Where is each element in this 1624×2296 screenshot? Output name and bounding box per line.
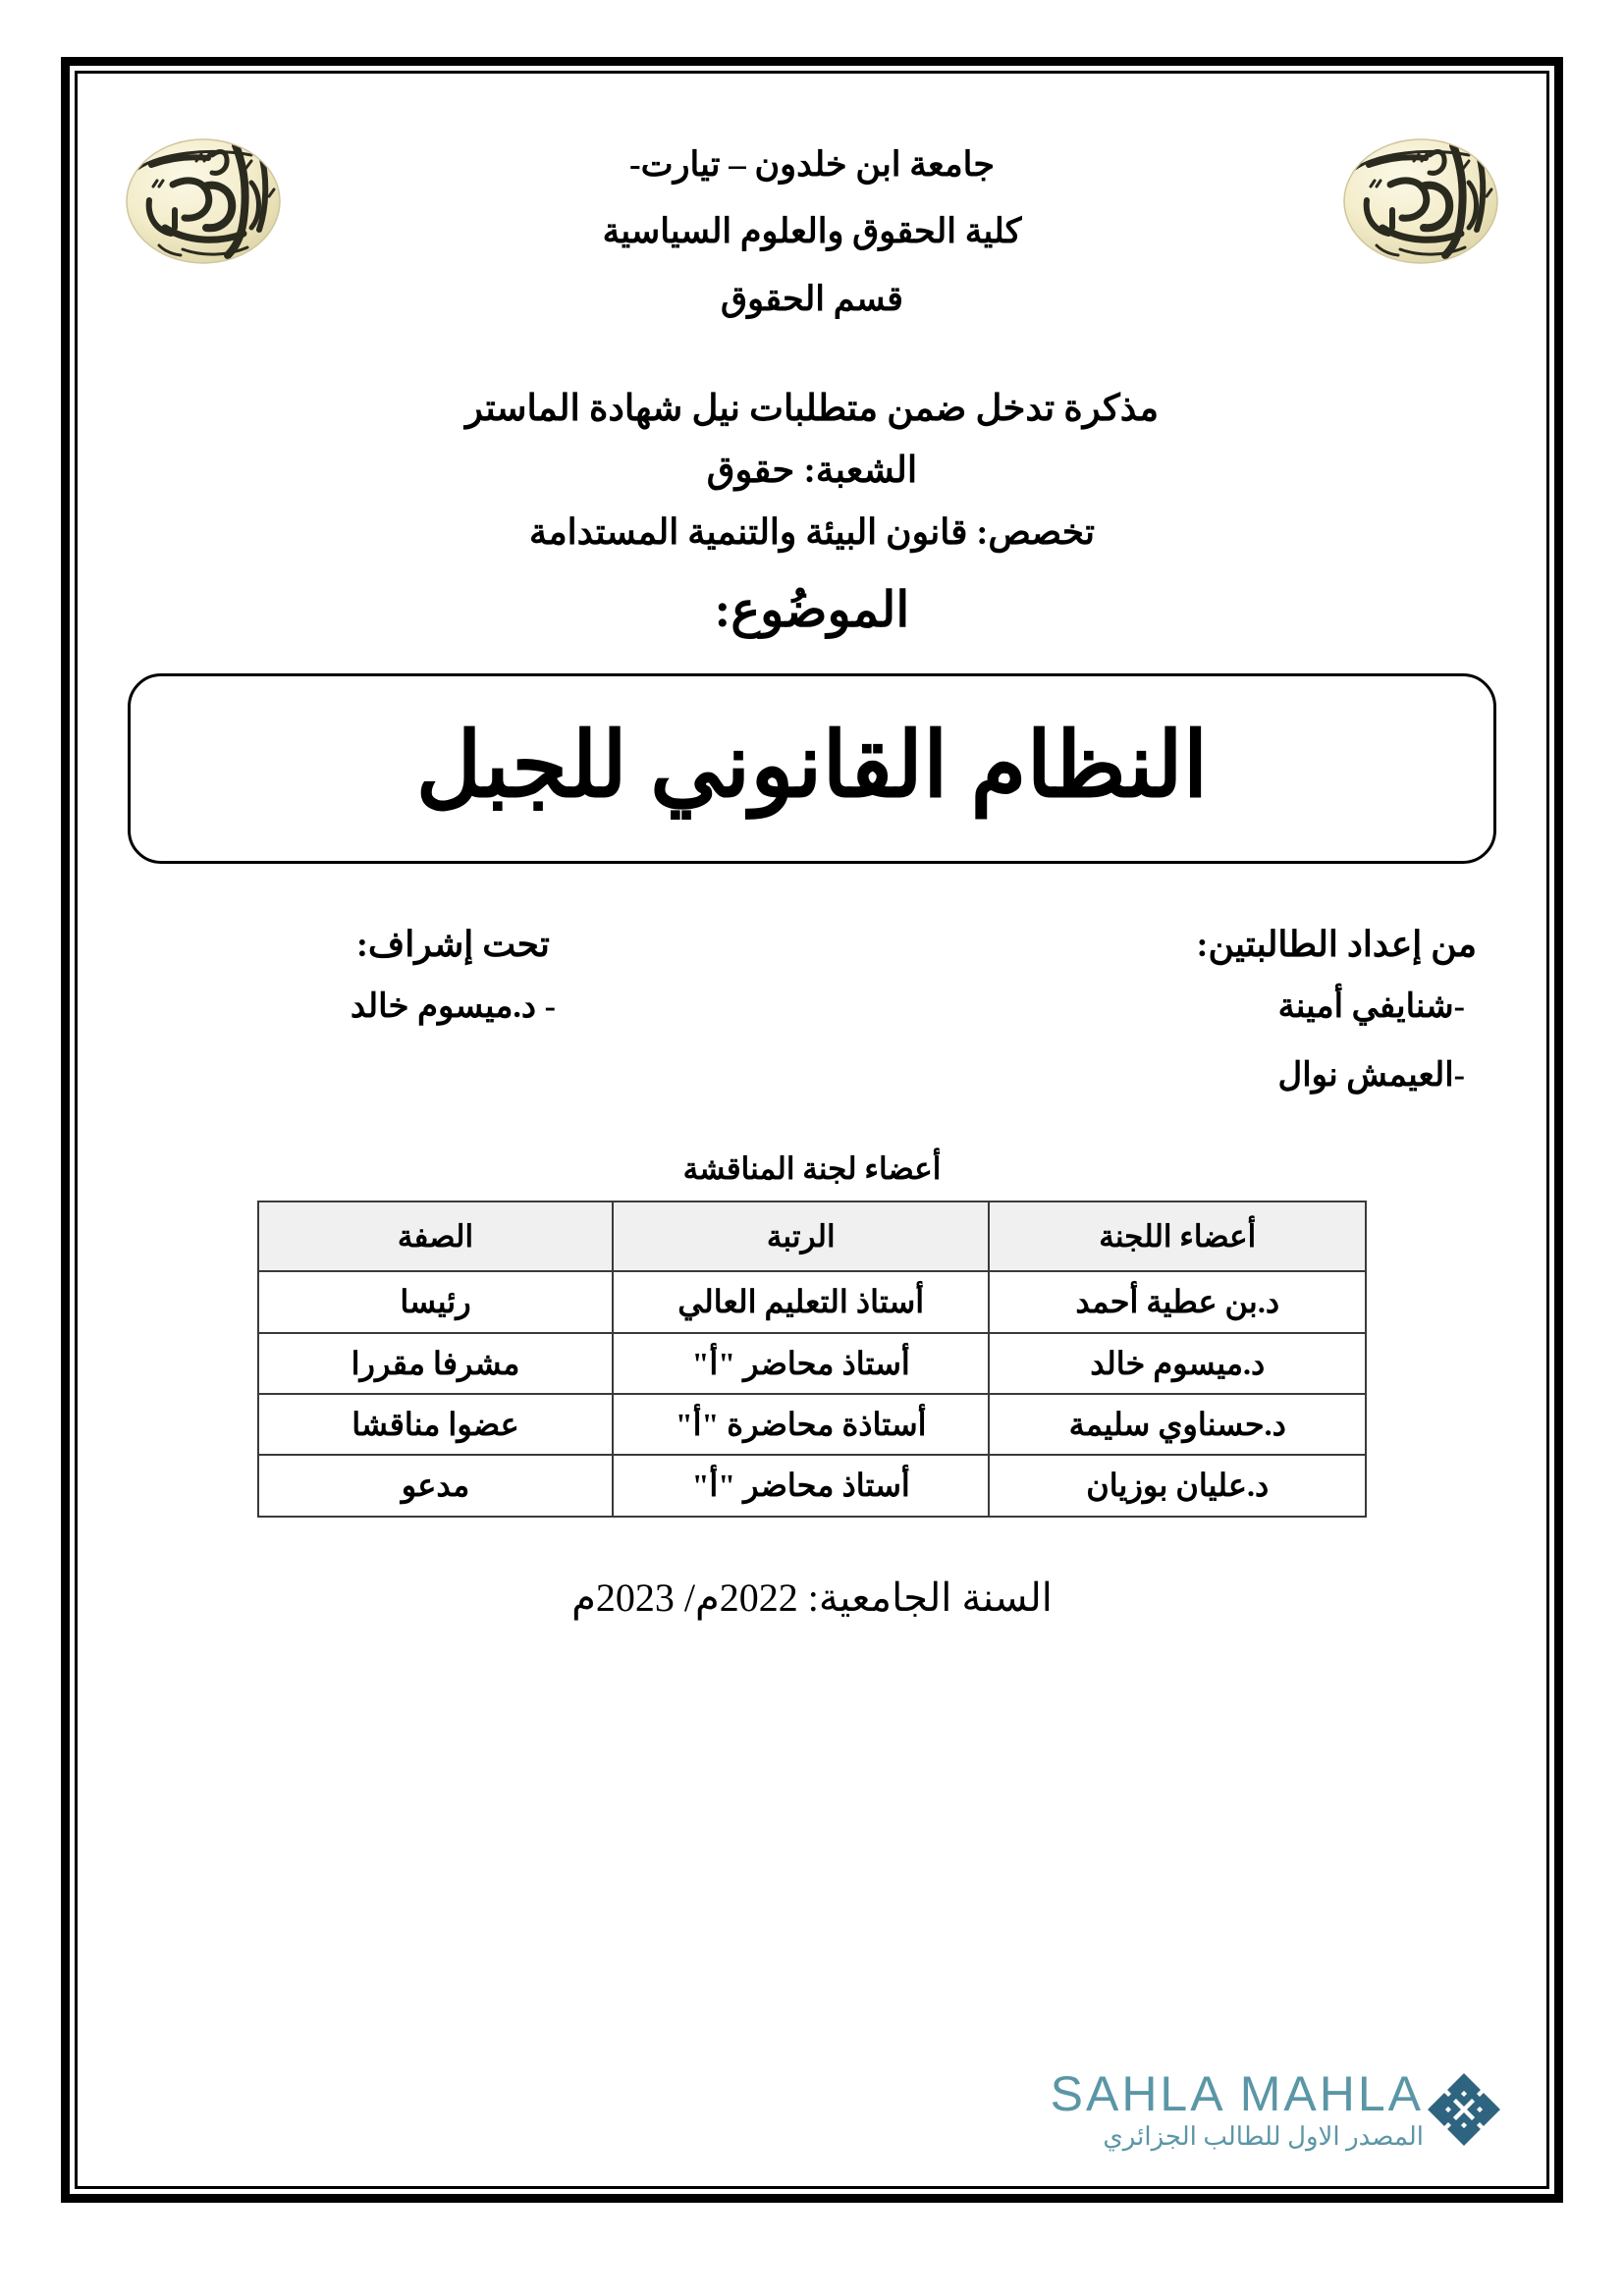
university-name: جامعة ابن خلدون – تيارت- [629, 145, 995, 184]
university-logo-right [1331, 126, 1510, 277]
table-row [258, 1455, 1366, 1516]
supervisor-name-1: - د.ميسوم خالد [350, 988, 556, 1026]
cover-page-content [86, 82, 1538, 2177]
watermark-subtitle: المصدر الاول للطالب الجزائري [1103, 2122, 1424, 2151]
jury-member-name: د.بن عطية أحمد [989, 1271, 1366, 1332]
jury-column-role: الصفة [258, 1201, 613, 1271]
jury-member-name: د.حسناوي سليمة [989, 1394, 1366, 1455]
faculty-name: كلية الحقوق والعلوم السياسية [602, 212, 1022, 251]
header-text-block [293, 118, 1331, 333]
jury-member-role: مشرفا مقررا [258, 1333, 613, 1394]
jury-caption: أعضاء لجنة المناقشة [682, 1151, 942, 1186]
watermark-title: SAHLA MAHLA [1050, 2066, 1424, 2121]
watermark-text-block [1050, 2066, 1424, 2151]
degree-section [114, 378, 1510, 563]
jury-member-name: د.ميسوم خالد [989, 1333, 1366, 1394]
students-column [865, 923, 1477, 1104]
thesis-title: النظام القانوني للجبل [415, 716, 1209, 817]
diamond-knot-icon [1428, 2073, 1500, 2146]
jury-member-rank: أستاذة محاضرة "أ" [613, 1394, 990, 1455]
jury-member-role: رئيسا [258, 1271, 613, 1332]
sahla-mahla-watermark [1050, 2066, 1500, 2151]
table-row [258, 1394, 1366, 1455]
student-name-1: -شنايفي أمينة [1277, 988, 1465, 1026]
authorship-section [114, 923, 1510, 1104]
jury-column-member: أعضاء اللجنة [989, 1201, 1366, 1271]
university-logo-left [114, 126, 293, 277]
student-name-2: -العيمش نوال [1277, 1057, 1465, 1095]
jury-member-rank: أستاذ التعليم العالي [613, 1271, 990, 1332]
jury-member-rank: أستاذ محاضر "أ" [613, 1455, 990, 1516]
header-section [114, 82, 1510, 333]
jury-member-role: مدعو [258, 1455, 613, 1516]
thesis-title-box [128, 673, 1496, 864]
degree-statement: مذكرة تدخل ضمن متطلبات نيل شهادة الماستر [464, 388, 1160, 429]
department-name: قسم الحقوق [721, 279, 903, 318]
jury-member-rank: أستاذ محاضر "أ" [613, 1333, 990, 1394]
degree-specialization: تخصص: قانون البيئة والتنمية المستدامة [529, 512, 1095, 552]
table-row [258, 1333, 1366, 1394]
jury-table-header-row [258, 1201, 1366, 1271]
jury-member-role: عضوا مناقشا [258, 1394, 613, 1455]
supervisor-heading: تحت إشراف: [355, 925, 550, 965]
subject-label: الموضُوع: [714, 581, 910, 637]
jury-column-rank: الرتبة [613, 1201, 990, 1271]
table-row [258, 1271, 1366, 1332]
degree-branch: الشعبة: حقوق [706, 451, 918, 492]
jury-member-name: د.عليان بوزيان [989, 1455, 1366, 1516]
jury-table [257, 1201, 1367, 1518]
academic-year: السنة الجامعية: 2022م/ 2023م [571, 1575, 1053, 1620]
students-heading: من إعداد الطالبتين: [1196, 925, 1477, 965]
supervisor-column [147, 923, 759, 1104]
